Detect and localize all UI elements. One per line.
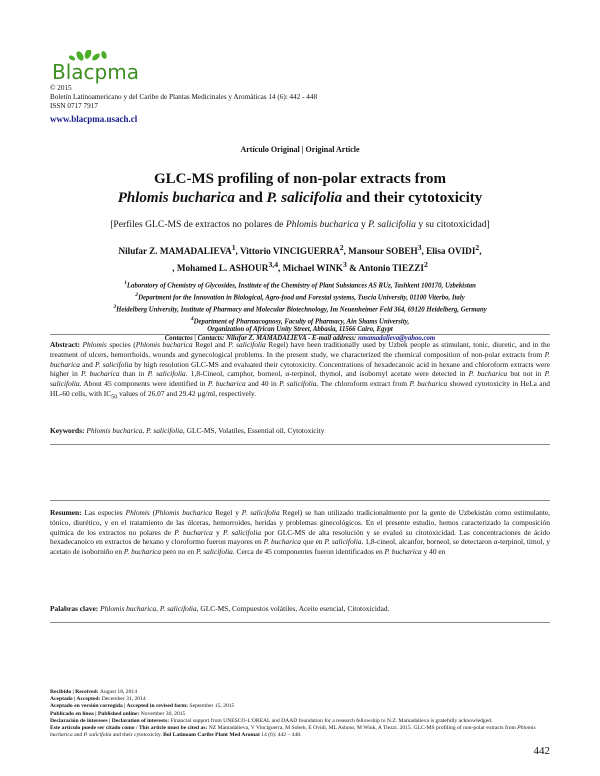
article-history: Recibido | Received: August 18, 2014 Aceptado | Accepted: December 31, 2014 Aceptado en versión corregida | Accepted in revised form: September 15, 2015 Publicado en línea | Published online: November 30, 2015 Declaración de intereses | Declaration of interests: Financial support from UNESCO-L'OREAL and DAAD foundation for a research fellowship to N.Z. Mamadalieva is gratefully acknowledged. Este artículo puede ser citado como / This article must be cited as: NZ Mamadalieva, V Vinciguerra, M Sobeh, E Ovidi, ML Ashour, M Wink, A Tiezzi. 2015. GLC-MS profiling of non-polar extracts from Phlomis bucharica and P. salicifolia and their cytotoxicity. Bol Latinoam Caribe Plant Med Aromat 14 (6): 442 – 448. [50,689,536,739]
divider-bottom [50,622,550,623]
page-number: 442 [533,745,550,757]
affiliation-1: $^1$Laboratory of Chemistry of Glycosides, Institute of the Chemistry of Plant Substances AS RUz, Tashkent 100170, Uzbekistan [124,280,476,290]
contact-line: Contactos | Contacts: Nilufar Z. MAMADALIEVA - E-mail address: nmamadalieva@yahoo.com [164,335,436,343]
divider-mid-1 [50,444,550,445]
journal-header [50,84,450,111]
journal-url[interactable]: www.blacpma.usach.cl [50,114,138,124]
journal-logo [50,50,170,84]
title-line-2: Phlomis bucharica and P. salicifolia and their cytotoxicity [117,190,483,206]
contact-email[interactable]: nmamadalieva@yahoo.com [358,335,436,343]
divider-mid-2 [50,500,550,501]
affiliation-2: $^2$Department for the Innovation in Biological, Agro-food and Forestal systems, Tuscia University, 01100 Viterbo, Italy [135,291,465,302]
journal-citation: Boletín Latinoamericano y del Caribe de Plantas Medicinales y Aromáticas 14 (6): 442 - 448 [50,93,318,101]
spanish-title: [Perfiles GLC-MS de extractos no polares de Phlomis bucharica y P. salicifolia y su citotoxicidad] [110,219,490,230]
issn: ISSN 0717 7917 [50,102,98,110]
title-line-1: GLC-MS profiling of non-polar extracts from [153,171,447,187]
article-title [40,170,560,208]
palabras-clave: Palabras clave: Phlomis bucharica, P. salicifolia, GLC-MS, Compuestos volátiles, Aceite esencial, Citotoxicidad. [50,604,390,613]
divider-top [50,334,550,335]
abstract: Abstract: Phlomis species (Phlomis bucharica Regel and P. salicifolia Regel) have been traditionally used by Uzbek people as stimulant, tonic, diuretic, and in the treatment of ulcers, hemorrhoids, wounds and gynecological problems. In the present study, we characterized the chemical composition of non-polar extracts from P. bucharica and P. salicifolia by high resolution GLC-MS and evaluated their cytotoxicity. Concentrations of hexadecanoic acid in hexane and chloroform extracts were higher in P. bucharica than in P. salicifolia. 1,8-Cineol, camphor, borneol, α-terpinol, thymol, and isobornyl acetate were detected in P. bucharica but not in P. salicifolia. About 45 components were identified in P. bucharica and 40 in P. salicifolia. The chloroform extract from P. bucharica showed cytotoxicity in HeLa and HL-60 cells, with $IC_{50}$ values of 26.07 and 29.42 µg/ml, respectively. [50,340,551,401]
affiliation-3: $^3$Heidelberg University, Institute of Pharmacy and Molecular Biotechnology, Im Neuenheimer Feld 364, 69120 Heidelberg, Germany [113,303,487,313]
blacpma-logo-icon [50,50,170,84]
keywords: Keywords: Phlomis bucharica, P. salicifolia, GLC-MS, Volatiles, Essential oil, Cytotoxicity [50,426,325,435]
affiliation-4: $^4$Department of Pharmacognosy, Faculty of Pharmacy, Ain Shams University, [190,315,410,325]
article-type: Artículo Original | Original Article [240,145,360,154]
logo-text: Blacpma [52,60,139,84]
author-list: Nilufar Z. MAMADALIEVA$^1$, Vittorio VINCIGUERRA$^2$, Mansour SOBEH$^3$, Elisa OVIDI$^2$, , Mohamed L. ASHOUR$^{3,4}$, Michael WINK$^3$ & Antonio TIEZZI$^2$ [118,243,482,274]
copyright: © 2015 [50,84,72,92]
resumen: Resumen: Las especies Phlomis (Phlomis bucharica Regel y P. salicifolia Regel) se han utilizado tradicionalmente por la gente de Uzbekistán como estimulante, tónico, diurético, y en el tratamiento de las úlceras, hemorroides, heridas y problemas ginecológicos. En el presente estudio, hemos caracterizado la composición química de los extractos no polares de P. bucharica y P. salicifolia por GLC-MS de alta resolución y se evaluó su citotoxicidad. Las concentraciones de ácido hexadecanoico en extractos de hexano y cloroformo fueron mayores en P. bucharica que en P. salicifolia. 1,8-cineol, alcanfor, borneol, se detectaron α-terpinol, timol, y acetato de isoborniño en P. bucharica pero no en P. salicifolia. Cerca de 45 componentes fueron identificados en P. bucharica y 40 en [50,508,551,557]
affiliation-4-address: Organization of African Unity Street, Abbasia, 11566 Cairo, Egypt [207,326,393,334]
